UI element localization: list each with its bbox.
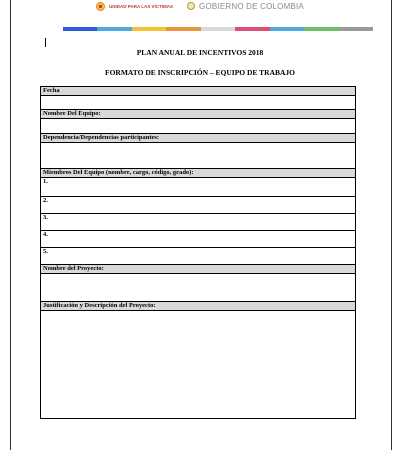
- header-logos: [0, 0, 400, 12]
- color-bar-segment: [201, 27, 235, 31]
- dependency-label: Dependencia/Dependencias participantes:: [41, 134, 355, 143]
- team-name-field[interactable]: [41, 119, 355, 134]
- project-name-field[interactable]: [41, 274, 355, 302]
- fecha-label: Fecha: [41, 87, 355, 96]
- members-label: Miembros Del Equipo (nombre, cargo, código, grado):: [41, 169, 355, 178]
- header-color-bar: [63, 27, 373, 31]
- member-row-4[interactable]: 4.: [41, 231, 355, 248]
- colombia-seal-icon: [187, 2, 195, 10]
- member-row-1[interactable]: 1.: [41, 178, 355, 197]
- member-row-5[interactable]: 5.: [41, 248, 355, 265]
- color-bar-segment: [97, 27, 131, 31]
- member-row-3[interactable]: 3.: [41, 214, 355, 231]
- unidad-victimas-logo: [96, 2, 173, 11]
- justification-field[interactable]: [41, 311, 355, 418]
- registration-form: [40, 86, 356, 419]
- fecha-field[interactable]: [41, 96, 355, 110]
- justification-label: Justificación y Descripción del Proyecto:: [41, 302, 355, 311]
- text-cursor: [45, 38, 46, 47]
- team-name-label: Nombre Del Equipo:: [41, 110, 355, 119]
- color-bar-segment: [63, 27, 97, 31]
- color-bar-segment: [132, 27, 166, 31]
- color-bar-segment: [339, 27, 373, 31]
- document-title: PLAN ANUAL DE INCENTIVOS 2018: [136, 48, 264, 57]
- gobierno-colombia-logo: [187, 2, 304, 11]
- member-row-2[interactable]: 2.: [41, 197, 355, 214]
- dependency-field[interactable]: [41, 143, 355, 169]
- color-bar-segment: [270, 27, 304, 31]
- logo-left-text: UNIDAD PARA LAS VÍCTIMAS: [109, 3, 174, 9]
- color-bar-segment: [304, 27, 338, 31]
- project-name-label: Nombre del Proyecto:: [41, 265, 355, 274]
- color-bar-segment: [235, 27, 269, 31]
- victimas-seal-icon: [96, 2, 105, 11]
- document-subtitle: FORMATO DE INSCRIPCIÓN – EQUIPO DE TRABAJO: [104, 68, 296, 77]
- logo-right-text: GOBIERNO DE COLOMBIA: [199, 1, 304, 11]
- color-bar-segment: [166, 27, 200, 31]
